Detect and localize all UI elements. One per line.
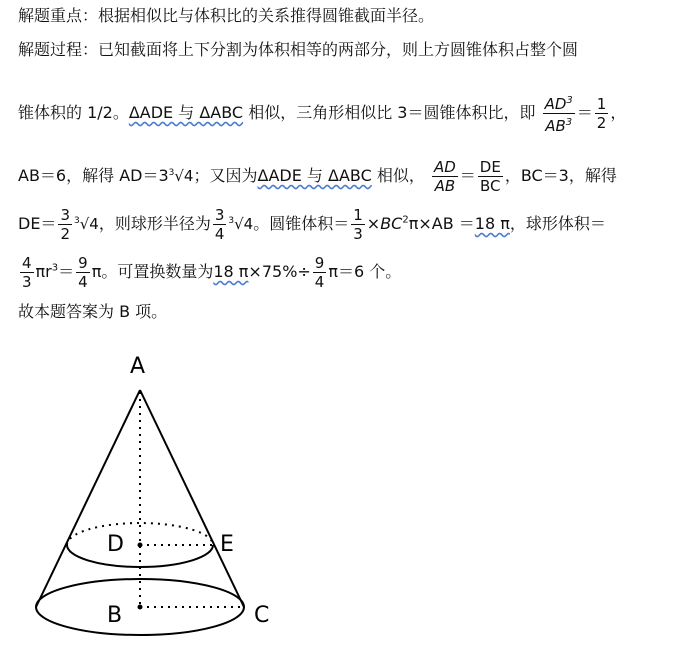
denominator-two: 2 [596,114,607,132]
cube-root-index: 3 [168,168,175,178]
de-text-g: ，球形体积＝ [509,214,606,233]
sphere-text-e: ×75%÷ [248,262,311,281]
cube-root-index: 3 [228,216,235,226]
fraction-ab3: AB [545,117,566,135]
numerator-three: 3 [60,206,70,224]
denominator-four: 4 [314,273,325,291]
exponent-3: 3 [566,95,573,106]
ad-solve-text-a: AB＝6，解得 AD＝3 [18,166,169,185]
pi-r-text: πr [35,262,52,281]
volume-ratio-text-a: 锥体积的 1/2。 [18,103,129,122]
root-4: √4 [234,215,254,233]
fraction-bc: BC [480,177,501,195]
ad-solve-text-d: 相似， [371,166,425,185]
section-ellipse-front [67,545,213,567]
fraction-ab: AB [434,177,456,195]
denominator-four: 4 [214,225,225,243]
label-e: E [220,532,234,557]
cube-root-index: 3 [73,216,80,226]
volume-ratio-text-c: 相似，三角形相似比 3＝圆锥体积比，即 [243,103,536,122]
comma: ， [610,103,627,122]
key-point-text: 解题重点：根据相似比与体积比的关系推得圆锥截面半径。 [18,6,435,25]
fraction-ad: AD [433,158,456,176]
ad-solve-text-e: ，BC＝3，解得 [504,166,617,185]
equals-sign: ＝ [58,262,75,281]
fraction-de: DE [479,158,501,176]
denominator-two: 2 [60,225,70,243]
numerator-four: 4 [22,254,32,272]
root-4: √4 [79,215,99,233]
numerator-one: 1 [353,206,363,224]
numerator-nine: 9 [78,254,88,272]
exponent-3: 3 [51,262,59,274]
de-text-c: 。圆锥体积＝ [253,214,350,233]
fraction-ad3: AD [544,95,567,113]
cone-right-slant [140,390,244,607]
exponent-3: 3 [565,117,573,128]
numerator-one: 1 [596,95,607,113]
bc-squared-base: BC [380,214,403,233]
root-4: √4 [174,167,194,185]
denominator-four: 4 [78,273,88,291]
cone-left-slant [36,390,140,607]
sphere-text-c: π。可置换数量为 [91,262,214,281]
similar-triangles-text: ΔADE 与 ΔABC [128,103,244,122]
replace-count-cone-volume: 18 π [213,262,249,281]
label-d: D [107,532,124,557]
de-text-e: π×AB ＝ [408,214,475,233]
equals-sign: ＝ [459,166,476,185]
equals-sign: ＝ [576,103,593,122]
similar-triangles-text-2: ΔADE 与 ΔABC [257,166,372,185]
point-d [138,543,143,548]
sphere-text-f: π＝6 个。 [328,262,402,281]
de-text-a: DE＝ [18,214,57,233]
point-b [138,605,143,610]
de-text-b: ，则球形半径为 [98,214,211,233]
denominator-three: 3 [22,273,32,291]
label-b: B [107,603,123,628]
numerator-three: 3 [214,206,225,224]
answer-text: 故本题答案为 B 项。 [18,302,168,321]
label-c: C [254,603,270,628]
process-intro-text: 解题过程：已知截面将上下分割为体积相等的两部分，则上方圆锥体积占整个圆 [18,40,579,59]
times-sign: × [366,214,381,233]
label-a: A [130,354,146,379]
numerator-nine: 9 [314,254,325,272]
exponent-2: 2 [402,214,409,226]
denominator-three: 3 [353,225,363,243]
cone-volume-value: 18 π [474,214,510,233]
ad-solve-text-b: ；又因为 [193,166,258,185]
